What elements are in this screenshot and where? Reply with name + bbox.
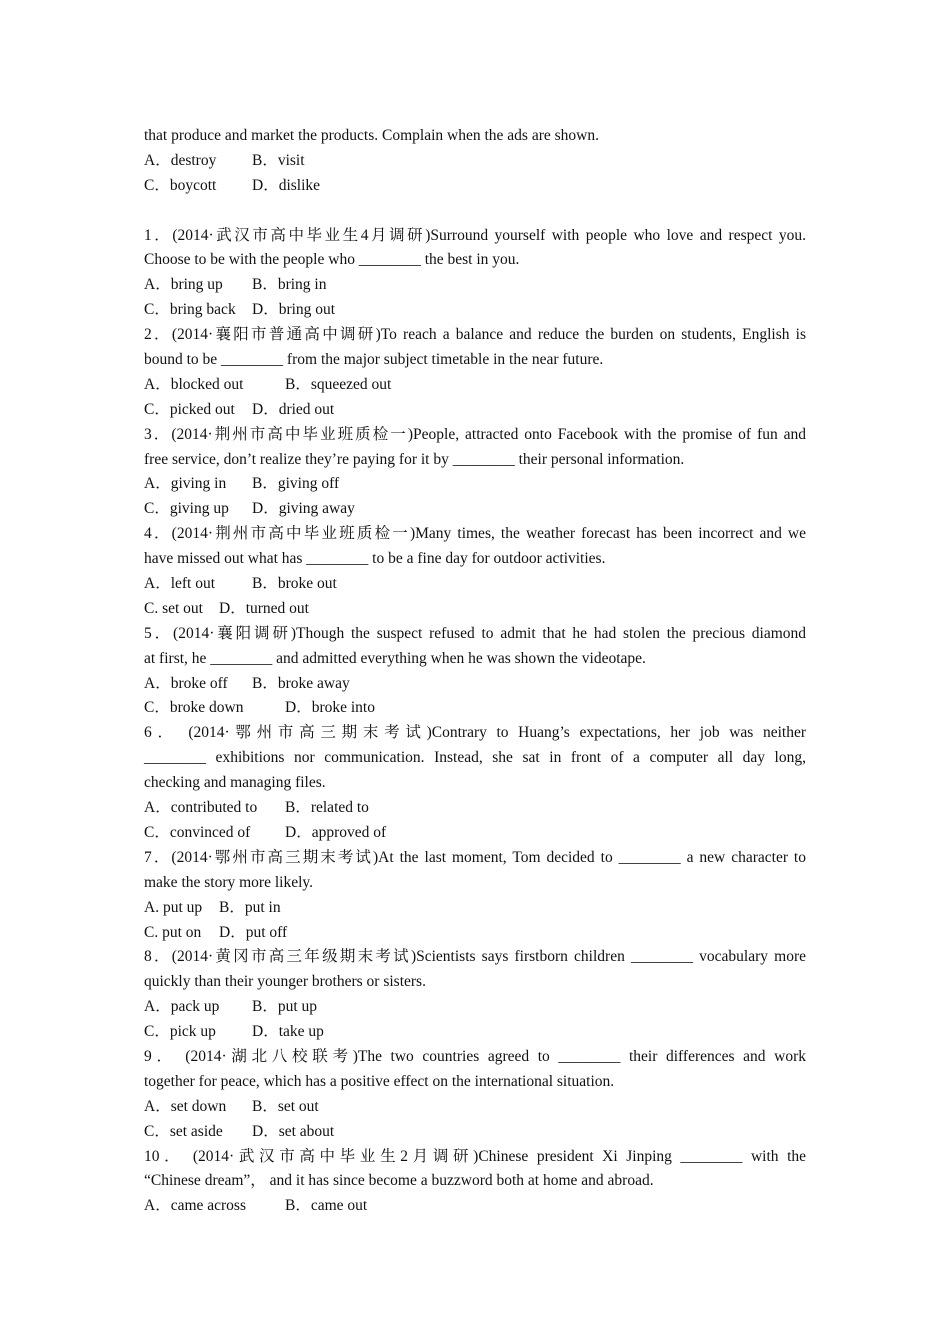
question-8-line-1: 8．(2014·黄冈市高三年级期末考试)Scientists says firstborn children ________ vocabulary more (144, 948, 806, 966)
question-9-line-2: together for peace, which has a positive effect on the international situation. (144, 1072, 615, 1090)
question-3-options-row-1 (144, 472, 806, 497)
option-c: C．giving up (144, 500, 229, 518)
question-2-line-1: 2．(2014·襄阳市普通高中调研)To reach a balance and reduce the burden on students, English is (144, 326, 806, 344)
option-b: B．squeezed out (285, 375, 392, 393)
option-c: C．broke down (144, 699, 244, 717)
option-a: A．came across (144, 1197, 246, 1215)
option-b: B．visit (252, 151, 305, 169)
option-c: C．convinced of (144, 823, 251, 841)
question-8-options-row-2 (144, 1020, 806, 1045)
option-d: D．set about (252, 1122, 335, 1140)
option-a: A．left out (144, 575, 216, 593)
option-c: C．bring back (144, 301, 236, 319)
option-b: B．put up (252, 998, 318, 1016)
question-1-options-row-2 (144, 298, 806, 323)
option-c: C．picked out (144, 400, 235, 418)
question-4-line-2: have missed out what has ________ to be a fine day for outdoor activities. (144, 550, 606, 568)
question-2-line-2: bound to be ________ from the major subject timetable in the near future. (144, 351, 604, 369)
option-d: D．take up (252, 1023, 324, 1041)
option-a: A．broke off (144, 674, 228, 692)
page-content (144, 124, 806, 1219)
option-d: D．dried out (252, 400, 335, 418)
option-d: D．broke into (285, 699, 375, 717)
option-c: C．set aside (144, 1122, 223, 1140)
option-c: C．pick up (144, 1023, 216, 1041)
question-2-options-row-1 (144, 373, 806, 398)
question-2-options-row-2 (144, 398, 806, 423)
question-4-options-row-2 (144, 597, 806, 622)
spacer (144, 199, 806, 224)
option-d: D．bring out (252, 301, 336, 319)
question-8-line-2: quickly than their younger brothers or sisters. (144, 973, 426, 991)
option-b: B．giving off (252, 475, 340, 493)
question-5-line-2: at first, he ________ and admitted everything when he was shown the videotape. (144, 649, 646, 667)
option-d: D．turned out (219, 599, 309, 617)
question-7-line-1: 7．(2014·鄂州市高三期末考试)At the last moment, Tom decided to ________ a new character to (144, 848, 806, 866)
option-a: A．bring up (144, 276, 223, 294)
option-a: A．destroy (144, 151, 217, 169)
option-b: B．put in (219, 898, 281, 916)
question-7-options-row-1 (144, 896, 806, 921)
question-10-line-2: “Chinese dream”， and it has since become a buzzword both at home and abroad. (144, 1172, 654, 1190)
question-6-line-2: ________ exhibitions nor communication. Instead, she sat in front of a computer all day long, (144, 749, 806, 767)
question-5-line-1: 5．(2014·襄阳调研)Though the suspect refused to admit that he had stolen the precious diamond (144, 624, 806, 642)
question-9-options-row-1 (144, 1095, 806, 1120)
question-9-line-1: 9． (2014·湖北八校联考)The two countries agreed to ________ their differences and work (144, 1047, 806, 1065)
question-3-options-row-2 (144, 497, 806, 522)
question-6-options-row-2 (144, 821, 806, 846)
option-a: A. put up (144, 898, 203, 916)
question-6-line-1: 6． (2014·鄂州市高三期末考试)Contrary to Huang’s expectations, her job was neither (144, 724, 806, 742)
option-a: A．giving in (144, 475, 227, 493)
question-6-line-3: checking and managing files. (144, 774, 326, 792)
question-9-options-row-2 (144, 1120, 806, 1145)
question-3-line-1: 3．(2014·荆州市高中毕业班质检一)People, attracted onto Facebook with the promise of fun and (144, 425, 806, 443)
option-a: A．pack up (144, 998, 220, 1016)
question-5-options-row-1 (144, 672, 806, 697)
option-d: D．giving away (252, 500, 355, 518)
option-d: D．dislike (252, 176, 321, 194)
option-a: A．blocked out (144, 375, 244, 393)
intro-options-row-1 (144, 149, 806, 174)
option-d: D．put off (219, 923, 288, 941)
option-b: B．set out (252, 1097, 319, 1115)
option-b: B．related to (285, 799, 369, 817)
option-b: B．bring in (252, 276, 327, 294)
question-3-line-2: free service, don’t realize they’re paying for it by ________ their personal information. (144, 450, 685, 468)
question-7-line-2: make the story more likely. (144, 873, 314, 891)
option-a: A．set down (144, 1097, 227, 1115)
option-b: B．broke away (252, 674, 350, 692)
question-7-options-row-2 (144, 921, 806, 946)
question-10-line-1: 10． (2014·武汉市高中毕业生2月调研)Chinese president Xi Jinping ________ with the (144, 1147, 806, 1165)
option-c: C．boycott (144, 176, 217, 194)
question-1-options-row-1 (144, 273, 806, 298)
question-6-options-row-1 (144, 796, 806, 821)
option-c: C. set out (144, 599, 203, 617)
question-8-options-row-1 (144, 995, 806, 1020)
question-4-line-1: 4．(2014·荆州市高中毕业班质检一)Many times, the weather forecast has been incorrect and we (144, 525, 806, 543)
question-1-line-2: Choose to be with the people who ________ the best in you. (144, 251, 520, 269)
intro-stem-tail: that produce and market the products. Complain when the ads are shown. (144, 127, 599, 144)
question-10-options-row-1 (144, 1194, 806, 1219)
question-5-options-row-2 (144, 696, 806, 721)
option-b: B．broke out (252, 575, 337, 593)
option-b: B．came out (285, 1197, 368, 1215)
option-d: D．approved of (285, 823, 387, 841)
option-a: A．contributed to (144, 799, 258, 817)
question-1-line-1: 1．(2014·武汉市高中毕业生4月调研)Surround yourself with people who love and respect you. (144, 226, 806, 244)
question-4-options-row-1 (144, 572, 806, 597)
option-c: C. put on (144, 923, 202, 941)
intro-options-row-2 (144, 174, 806, 199)
